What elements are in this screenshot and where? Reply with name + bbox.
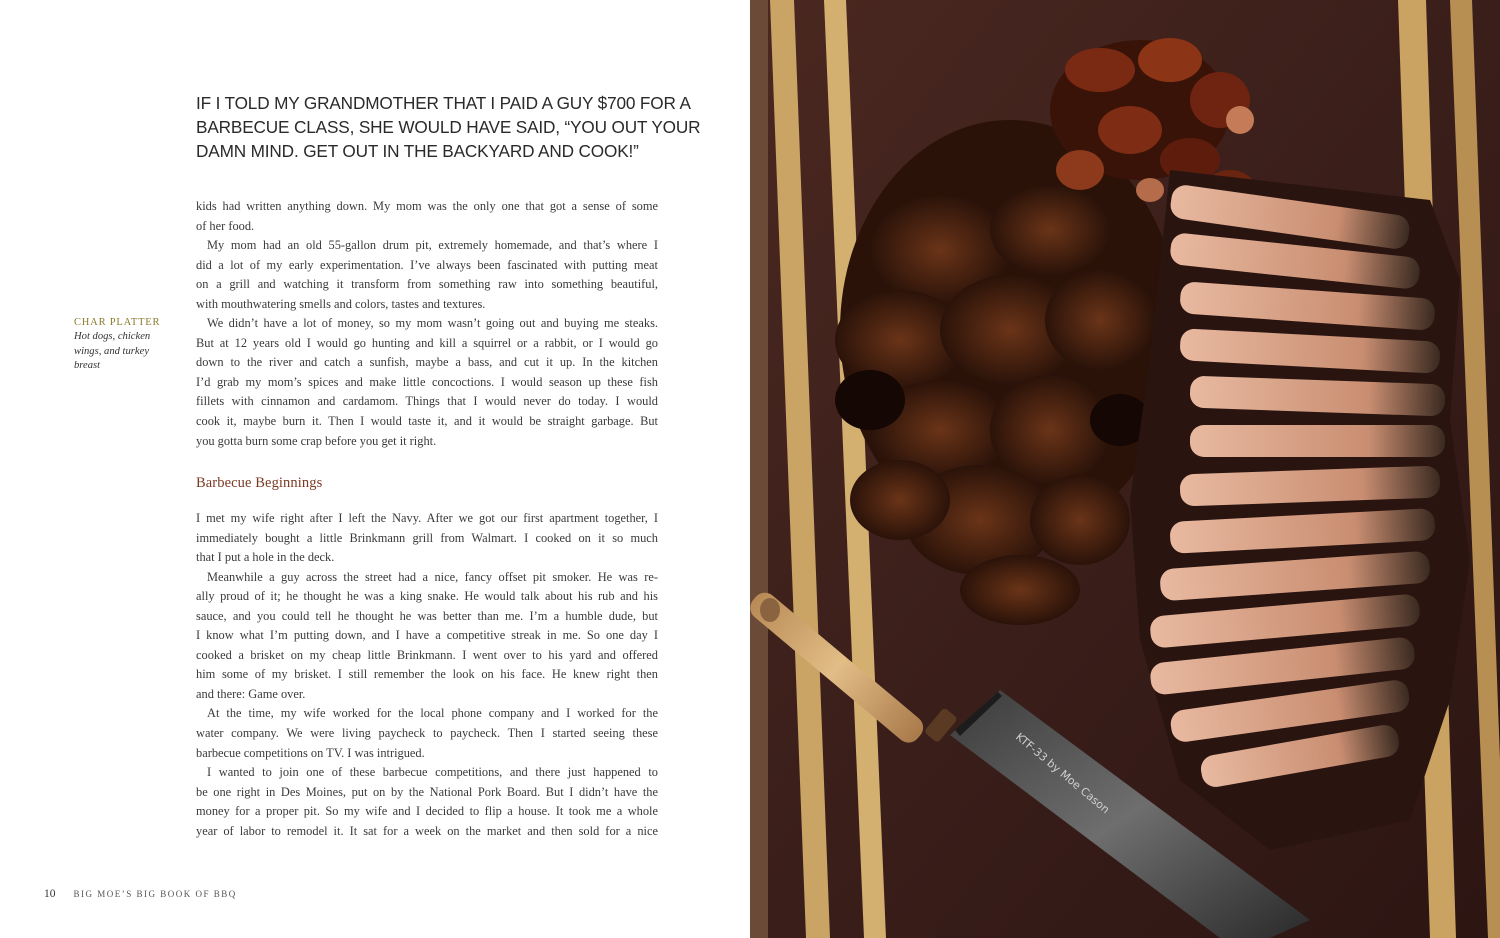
board-edge [750, 0, 768, 938]
caption-body-line: breast [74, 360, 101, 371]
body-line: We didn’t have a lot of money, so my mom wasn’t going out and buying me steaks. [207, 316, 658, 331]
page-number: 10 [44, 888, 56, 900]
pull-quote-line: DAMN MIND. GET OUT IN THE BACKYARD AND COOK!” [196, 141, 639, 161]
caption-body-line: Hot dogs, chicken [74, 331, 151, 342]
pull-quote-line: BARBECUE CLASS, SHE WOULD HAVE SAID, “YOU OUT YOUR [196, 117, 701, 137]
page-footer [44, 884, 237, 902]
body-line: cooked a brisket on my cheap little Brinkmann. I went over to his yard and offered [196, 647, 658, 662]
body-line: kids had written anything down. My mom was the only one that got a sense of some [196, 199, 658, 213]
body-text-bottom [196, 509, 658, 841]
body-line: did a lot of my early experimentation. I’ve always been fascinated with putting meat [196, 257, 658, 272]
knife-label: KTF-33 by Moe Cason [1013, 730, 1112, 817]
body-line: I’d grab my mom’s spices and make little concoctions. I would season up these fish [196, 374, 658, 389]
body-text-top [196, 197, 658, 451]
pull-quote [196, 91, 701, 163]
photo-caption [74, 315, 174, 374]
body-line: immediately bought a little Brinkmann grill from Walmart. I cooked on it so much [196, 530, 658, 545]
body-line: him some of my brisket. I still remember the look on his face. He knew right then [196, 667, 658, 682]
body-line: on a grill and watching it transform from something raw into something beautiful, [196, 277, 658, 292]
body-line: year of labor to remodel it. It sat for a week on the market and then sold for a nice [196, 823, 658, 838]
body-line: water company. We were living paycheck to paycheck. Then I started seeing these [196, 726, 658, 741]
body-line: I wanted to join one of these barbecue competitions, and there just happened to [207, 765, 658, 780]
body-line: with mouthwatering smells and colors, tastes and textures. [196, 296, 486, 311]
bbq-photo [750, 0, 1500, 938]
body-line: sauce, and you could tell he thought he was better than me. I’m a humble dude, but [196, 608, 658, 623]
turkey-breast [1130, 170, 1470, 850]
body-line: be one right in Des Moines, put on by the National Pork Board. But I didn’t have the [196, 784, 658, 799]
caption-body-line: wings, and turkey [74, 345, 150, 357]
body-line: you gotta burn some crap before you get it right. [196, 433, 437, 448]
body-line: But at 12 years old I would go hunting and kill a squirrel or a rabbit, or I would go [196, 335, 658, 350]
body-line: Meanwhile a guy across the street had a nice, fancy offset pit smoker. He was re- [207, 569, 658, 584]
pull-quote-line: IF I TOLD MY GRANDMOTHER THAT I PAID A GUY $700 FOR A [196, 93, 691, 113]
section-heading: Barbecue Beginnings [196, 475, 323, 491]
running-head: BIG MOE’S BIG BOOK OF BBQ [73, 889, 237, 899]
body-line: of her food. [196, 218, 255, 233]
body-line: I know what I’m putting down, and I have a competitive streak in me. So one day I [196, 628, 658, 643]
body-line: that I put a hole in the deck. [196, 550, 335, 565]
body-line: ally proud of it; he thought he was a king snake. He would talk about his rub and his [196, 589, 658, 604]
body-line: I met my wife right after I left the Navy. After we got our first apartment together, I [196, 511, 658, 525]
body-line: fillets with cinnamon and cardamom. Things that I would never do today. I would [196, 394, 658, 409]
body-line: My mom had an old 55-gallon drum pit, extremely homemade, and that’s where I [207, 238, 658, 253]
body-line: cook it, maybe burn it. Then I would taste it, and it would be straight garbage. But [196, 414, 658, 429]
body-line: down to the river and catch a sunfish, maybe a bass, and cut it up. In the kitchen [196, 355, 658, 370]
photo-illustration [750, 0, 1500, 938]
body-line: At the time, my wife worked for the local phone company and I worked for the [207, 706, 658, 721]
caption-title: CHAR PLATTER [74, 317, 161, 328]
body-line: money for a proper pit. So my wife and I decided to flip a house. It took me a whole [196, 804, 658, 819]
body-line: barbecue competitions on TV. I was intrigued. [196, 745, 425, 760]
body-line: and there: Game over. [196, 686, 306, 701]
